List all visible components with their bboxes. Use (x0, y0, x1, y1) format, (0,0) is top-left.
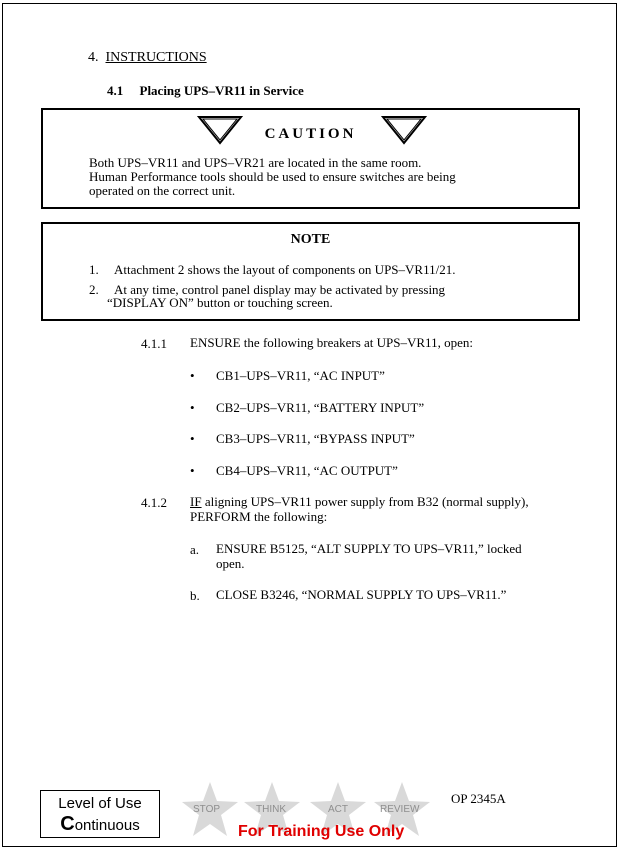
substep-text: ENSURE B5125, “ALT SUPPLY TO UPS–VR11,” locked (216, 541, 522, 556)
level-of-use-value (41, 813, 159, 836)
caution-line: operated on the correct unit. (89, 183, 236, 198)
bullet-icon: • (190, 431, 195, 446)
step-text-rest: aligning UPS–VR11 power supply from B32 (normal supply), (201, 494, 529, 509)
star-label-review: REVIEW (380, 804, 420, 815)
star-label-act: ACT (328, 804, 348, 815)
breaker-item: CB3–UPS–VR11, “BYPASS INPUT” (216, 431, 415, 446)
caution-line: Both UPS–VR11 and UPS–VR21 are located in the same room. (89, 155, 422, 170)
bullet-icon: • (190, 463, 195, 478)
subsection-heading (107, 83, 304, 99)
level-of-use-label: Level of Use (58, 795, 142, 812)
step-text: ENSURE the following breakers at UPS–VR11, open: (190, 335, 473, 350)
star-label-stop: STOP (193, 804, 221, 815)
star-label-think: THINK (256, 804, 286, 815)
step-number: 4.1.1 (141, 336, 167, 351)
subsection-number: 4.1 (107, 83, 124, 98)
note-item-text: Attachment 2 shows the layout of components on UPS–VR11/21. (114, 262, 456, 277)
caution-triangle-right-icon (381, 115, 427, 145)
level-initial: C (60, 813, 75, 835)
note-title: NOTE (290, 232, 331, 247)
subsection-title: Placing UPS–VR11 in Service (139, 83, 304, 98)
training-notice: For Training Use Only (238, 823, 405, 840)
section-heading (88, 50, 207, 66)
note-item-number: 1. (89, 262, 99, 277)
step-text-line2: PERFORM the following: (190, 509, 328, 524)
caution-line: Human Performance tools should be used to ensure switches are being (89, 169, 456, 184)
breaker-item: CB2–UPS–VR11, “BATTERY INPUT” (216, 400, 425, 415)
substep-letter: a. (190, 542, 200, 557)
document-number: OP 2345A (451, 791, 506, 806)
caution-box (41, 108, 580, 209)
if-keyword: IF (190, 494, 202, 509)
substep-text: CLOSE B3246, “NORMAL SUPPLY TO UPS–VR11.” (216, 587, 507, 602)
bullet-icon: • (190, 400, 195, 415)
breaker-item: CB4–UPS–VR11, “AC OUTPUT” (216, 463, 398, 478)
note-box (41, 222, 580, 321)
breaker-item: CB1–UPS–VR11, “AC INPUT” (216, 368, 385, 383)
step-number: 4.1.2 (141, 495, 167, 510)
section-number: 4. (88, 50, 99, 65)
note-item-text: At any time, control panel display may be activated by pressing (114, 282, 446, 297)
substep-text: open. (216, 556, 245, 571)
section-title: INSTRUCTIONS (105, 50, 207, 65)
note-item-number: 2. (89, 282, 99, 297)
level-rest: ontinuous (74, 817, 140, 834)
substep-letter: b. (190, 588, 200, 603)
step-text (190, 495, 529, 509)
caution-title: CAUTION (264, 126, 357, 142)
note-item-text: “DISPLAY ON” button or touching screen. (107, 295, 333, 310)
level-of-use-box (40, 790, 160, 838)
bullet-icon: • (190, 368, 195, 383)
